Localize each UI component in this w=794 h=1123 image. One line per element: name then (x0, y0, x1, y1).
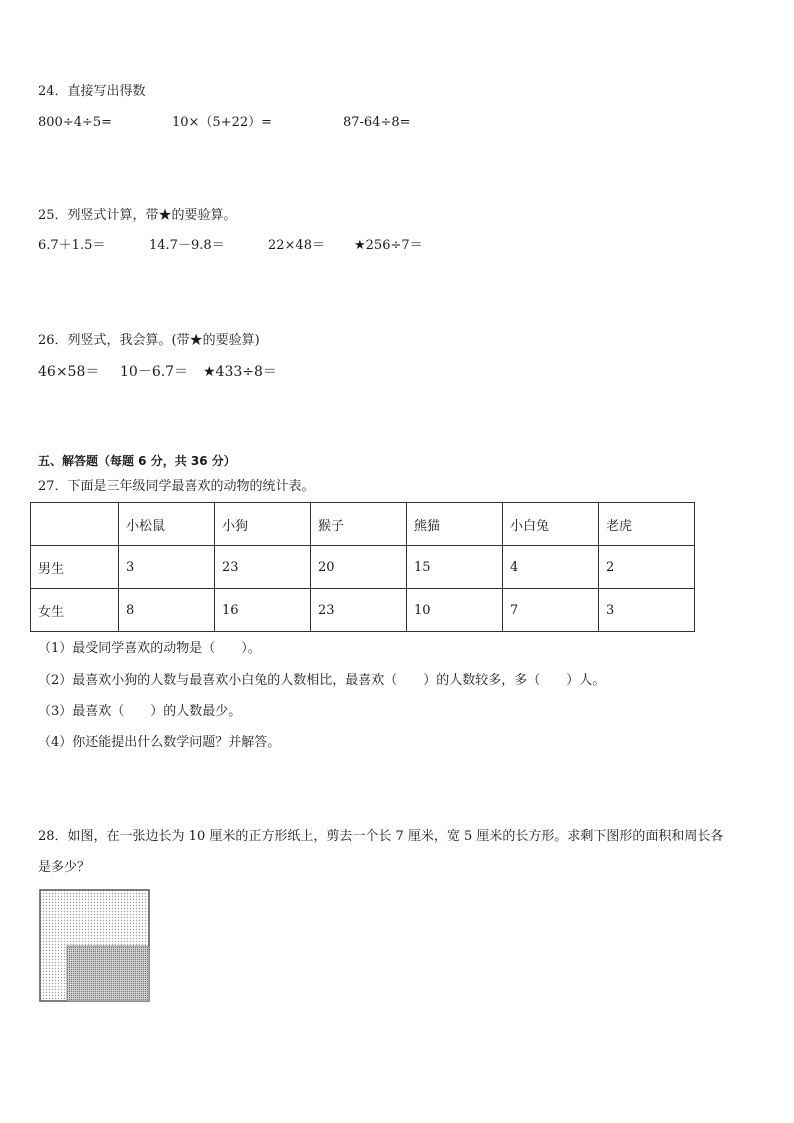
table-row (31, 546, 695, 589)
q26-item-2: 10－6.7＝ (120, 364, 189, 380)
table-header-cell (31, 503, 119, 546)
table-cell: 16 (215, 589, 311, 632)
q26-item-3: ★433÷8＝ (203, 364, 277, 380)
table-cell: 女生 (31, 589, 119, 632)
table-header-cell: 猴子 (311, 503, 407, 546)
table-cell: 20 (311, 546, 407, 589)
section-5-heading: 五、解答题（每题 6 分，共 36 分） (38, 454, 236, 468)
table-header-cell: 小白兔 (503, 503, 599, 546)
table-cell: 4 (503, 546, 599, 589)
table-header-cell: 老虎 (599, 503, 695, 546)
table-cell: 23 (311, 589, 407, 632)
q24-item-3: 87-64÷8= (343, 115, 411, 130)
q27-title: 27．下面是三年级同学最喜欢的动物的统计表。 (38, 479, 315, 494)
table-cell: 8 (119, 589, 215, 632)
q24-item-2: 10×（5+22）= (172, 115, 273, 130)
table-header-cell: 小松鼠 (119, 503, 215, 546)
table-cell: 15 (407, 546, 503, 589)
q27-sub-2: （2）最喜欢小狗的人数与最喜欢小白兔的人数相比，最喜欢（ ）的人数较多，多（ ）人。 (38, 673, 606, 688)
q27-sub-1: （1）最受同学喜欢的动物是（ ）。 (38, 641, 261, 656)
q24-title: 24．直接写出得数 (38, 84, 146, 99)
table-cell: 23 (215, 546, 311, 589)
table-cell: 10 (407, 589, 503, 632)
q26-title: 26．列竖式，我会算。(带★的要验算) (38, 333, 260, 348)
table-cell: 3 (119, 546, 215, 589)
table-header-cell: 小狗 (215, 503, 311, 546)
table-cell: 2 (599, 546, 695, 589)
animal-stats-table (30, 502, 695, 632)
q26-item-1: 46×58＝ (38, 364, 100, 380)
q28-line-1: 28．如图，在一张边长为 10 厘米的正方形纸上，剪去一个长 7 厘米，宽 5 厘米的长方形。求剩下图形的面积和周长各 (38, 829, 724, 844)
q25-title: 25．列竖式计算，带★的要验算。 (38, 208, 237, 223)
table-cell: 7 (503, 589, 599, 632)
q25-item-2: 14.7－9.8＝ (149, 238, 225, 253)
table-cell: 男生 (31, 546, 119, 589)
dotted-square-with-cut-rectangle-icon (39, 889, 150, 1002)
q25-item-4: ★256÷7＝ (354, 238, 423, 253)
q24-item-1: 800÷4÷5= (38, 115, 113, 130)
table-header-cell: 熊猫 (407, 503, 503, 546)
table-header-row (31, 503, 695, 546)
q25-item-1: 6.7＋1.5＝ (38, 238, 106, 253)
table-row (31, 589, 695, 632)
table-cell: 3 (599, 589, 695, 632)
q28-line-2: 是多少？ (38, 860, 91, 875)
q25-item-3: 22×48＝ (268, 238, 325, 253)
q27-sub-4: （4）你还能提出什么数学问题？并解答。 (38, 735, 281, 750)
q27-sub-3: （3）最喜欢（ ）的人数最少。 (38, 704, 242, 719)
